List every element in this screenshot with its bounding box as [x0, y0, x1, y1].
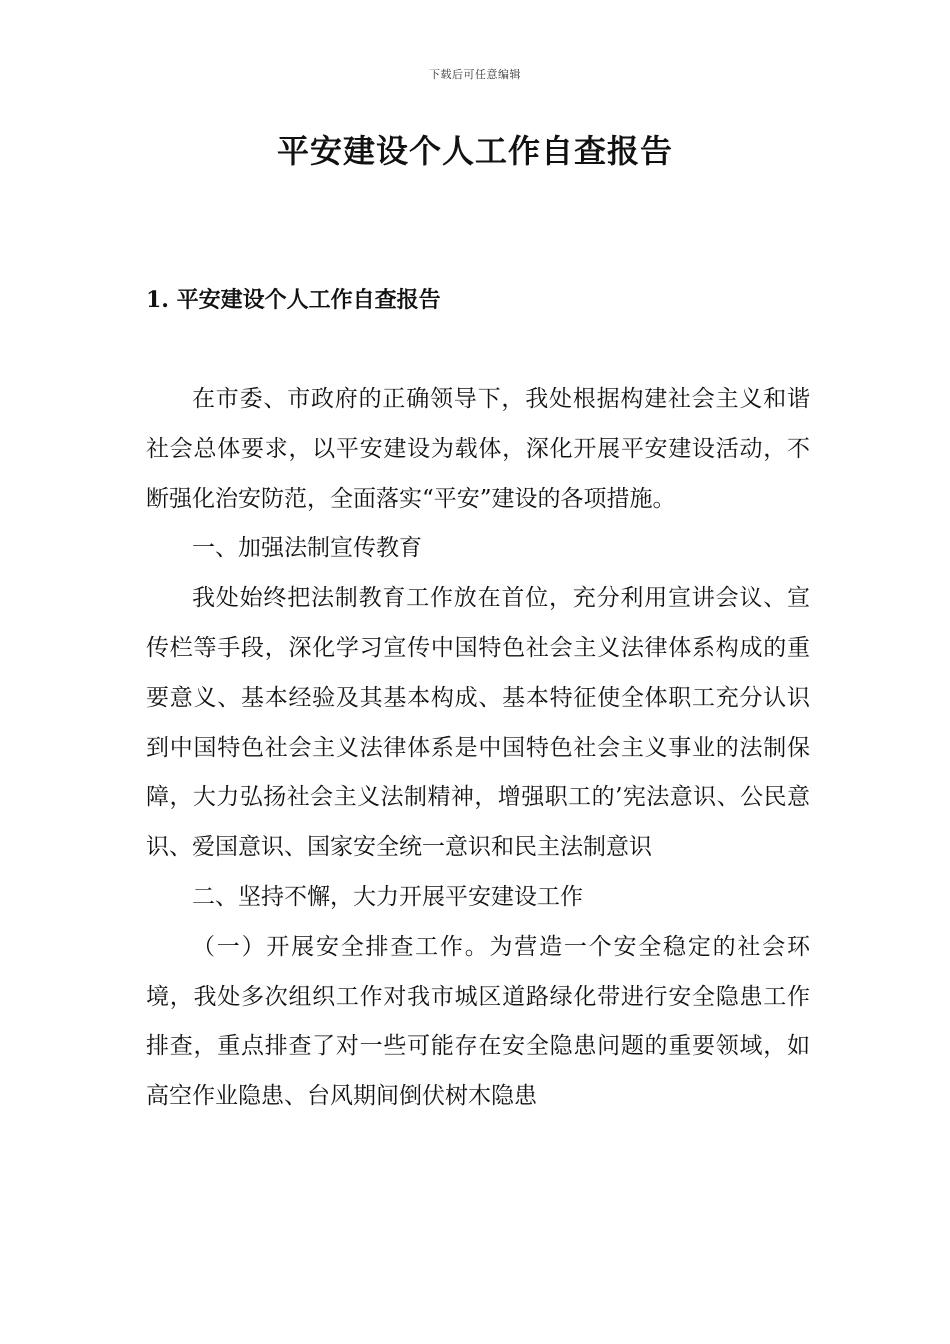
- document-title: 平安建设个人工作自查报告: [276, 132, 673, 170]
- document-body: [146, 375, 810, 1122]
- paragraph-legal-education: 我处始终把法制教育工作放在首位，充分利用宣讲会议、宣传栏等手段，深化学习宣传中国特色社会主义法律体系构成的重要意义、基本经验及其基本构成、基本特征使全体职工充分认识到中国特色社会主义法律体系是中国特色社会主义事业的法制保障，大力弘扬社会主义法制精神，增强职工的’宪法意识、公民意识、爱国意识、国家安全统一意识和民主法制意识: [146, 585, 810, 861]
- paragraph-intro: 在市委、市政府的正确领导下，我处根据构建社会主义和谐社会总体要求，以平安建设为载体，深化开展平安建设活动，不断强化治安防范，全面落实“平安”建设的各项措施。: [146, 386, 810, 512]
- paragraph-safety-inspection: （一）开展安全排查工作。为营造一个安全稳定的社会环境，我处多次组织工作对我市城区道路绿化带进行安全隐患工作排查，重点排查了对一些可能存在安全隐患问题的重要领域，如高空作业隐患、台风期间倒伏树木隐患: [146, 933, 810, 1110]
- header-note: 下载后可任意编辑: [429, 68, 521, 81]
- section-heading: 1. 平安建设个人工作自查报告: [146, 287, 441, 313]
- paragraph-heading-1: 一、加强法制宣传教育: [192, 535, 422, 562]
- paragraph-heading-2: 二、坚持不懈，大力开展平安建设工作: [192, 883, 583, 910]
